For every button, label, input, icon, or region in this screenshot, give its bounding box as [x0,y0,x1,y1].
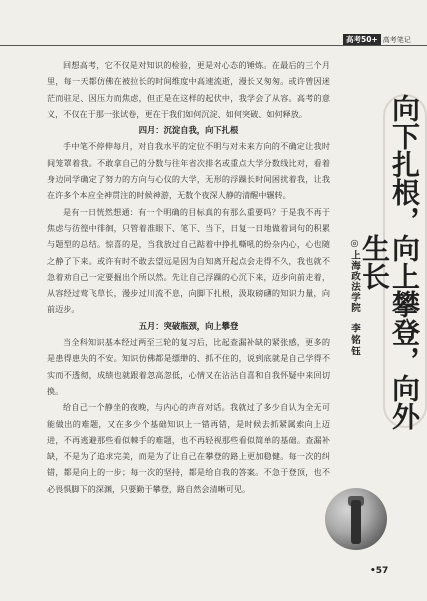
header-rule [0,45,427,46]
header-subtitle: 高考笔记 [382,36,411,44]
pen-shape [351,500,361,544]
byline [345,238,363,358]
intro-paragraph: 回想高考，它不仅是对知识的检验，更是对心态的锤炼。在最后的三个月里，每一天都仿佛在被拉长的时间维度中高速流逝，漫长又匆匆。或许曾因迷茫而驻足、因压力而焦虑，但正是在这样的起伏中，我学会了从容。高考的意义，不仅在于那一张试卷，更在于我们如何沉淀、如何突破、如何释放。 [47,60,330,119]
article-title: 向下扎根，向上攀登，向外生长 [358,93,421,430]
decorative-photo [325,488,387,550]
paragraph: 是有一日恍然想通：有一个明确的目标真的有那么重要吗？于是我不再于焦虑与彷徨中徘徊，只管着准眼下、笔下、当下，日复一日地做着词句的积累与题型的总结。惊喜的是，当我放过自己踮着中挣扎嘶吼的纷杂内心，心也随之静了下来。或许有时不敢去望远是因为自知离开起点会走得不久，我也就不急着劝自己一定要掘出个所以然。先让自己浮躁的心沉下来，迈步向前走着，从容经过莺飞草长，漫步过川流不息，向脚下扎根，汲取磅礴的知识力量，向前迈步。 [47,206,330,315]
title-column [341,86,427,506]
paragraph: 给自己一个静坐的夜晚，与内心的声音对话。我就过了多少自认为全无可能做出的难题，又在多少个基础知识上一错再错，是时候去抓紧属索向上迈进，不再逃避那些看似棘手的难题，也不再轻视那些看似简单的基础。查漏补缺，不是为了追求完美，而是为了让自己在攀登的路上更加稳健。每一次的纠错，都是向上的一步；每一次的坚持，都是给自我的答案。不急于登顶，也不必畏惧脚下的深渊，只要勤于攀登，路自然会清晰可见。 [47,402,330,494]
header-tag: 高考50+ [343,34,381,46]
paragraph: 当全科知识基本经过两至三轮的复习后，比起查漏补缺的紧张感，更多的是患得患失的不安。知识仿佛都是缥缈的、抓不住的，说到底就是自己学得不实而不透彻，成绩也就跟着忽高忽低，心情又在沾沾自喜和自我怀疑中来回切换。 [47,337,330,396]
paragraph: 手中笔不停伸每月，对自我水平的定位不明与对未来方向的不确定让我时间笼罩着我。不敢拿自己的分数与往年省次排名或重点大学分数线比对，看着身边同学确定了努力的方向与心仪的大学，无形的浮躁长时间困扰着我，让我在许多个本应全神贯注的时候神游，无数个夜深人静的清醒中辗转。 [47,141,330,201]
author-affiliation: ◎上海政法学院 [349,238,360,313]
author-name: 李铭钰 [349,323,360,358]
section-title-april: 四月：沉淀自我，向下扎根 [138,125,239,136]
article-body [47,57,330,497]
section-title-may: 五月：突破瓶颈，向上攀登 [138,320,239,331]
title-frame [358,86,425,431]
page-number: •57 [370,566,389,576]
